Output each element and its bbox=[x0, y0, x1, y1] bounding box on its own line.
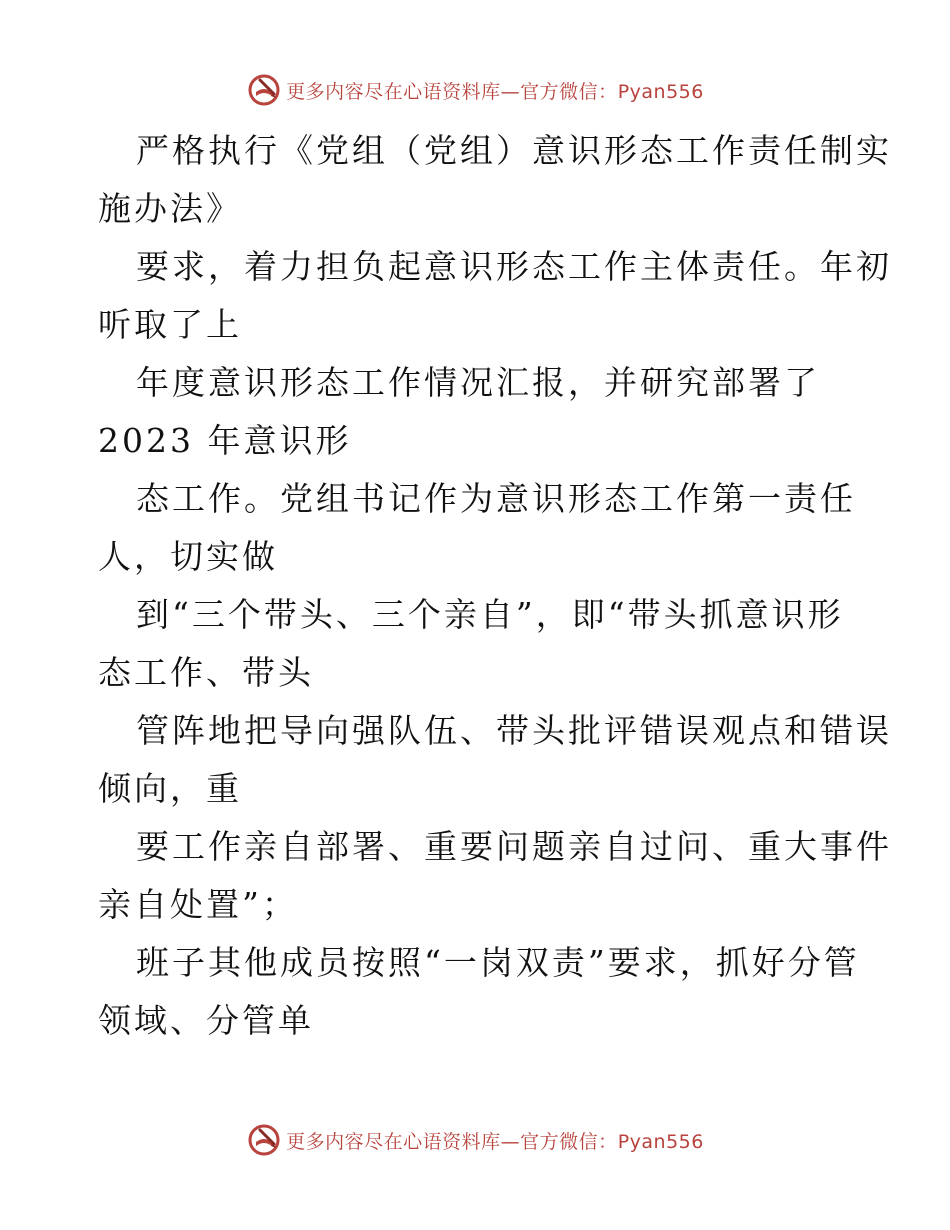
body-line: 班子其他成员按照“一岗双责”要求，抓好分管 bbox=[136, 943, 860, 982]
header-wechat-id: Pyan556 bbox=[617, 80, 704, 103]
body-line: 2023 年意识形 bbox=[98, 421, 352, 460]
footer-banner-title: 更多内容尽在心语资料库 bbox=[286, 1130, 501, 1153]
body-line: 到“三个带头、三个亲自”，即“带头抓意识形 bbox=[136, 595, 844, 634]
book-quill-logo-icon bbox=[246, 1122, 282, 1158]
body-line: 年度意识形态工作情况汇报，并研究部署了 bbox=[136, 363, 820, 402]
body-line: 领域、分管单 bbox=[98, 1001, 314, 1040]
footer-banner bbox=[0, 1120, 950, 1160]
header-banner-separator: — bbox=[500, 80, 521, 103]
body-line: 施办法》 bbox=[98, 189, 242, 228]
body-line: 要工作亲自部署、重要问题亲自过问、重大事件 bbox=[136, 827, 892, 866]
body-line: 管阵地把导向强队伍、带头批评错误观点和错误 bbox=[136, 711, 892, 750]
header-wechat-label: 官方微信： bbox=[520, 80, 618, 103]
body-line: 要求，着力担负起意识形态工作主体责任。年初 bbox=[136, 247, 892, 286]
document-body bbox=[98, 122, 892, 1050]
body-line: 严格执行《党组（党组）意识形态工作责任制实 bbox=[136, 131, 892, 170]
footer-banner-separator: — bbox=[500, 1130, 521, 1153]
body-line: 听取了上 bbox=[98, 305, 242, 344]
header-banner-text bbox=[286, 77, 704, 104]
footer-wechat-id: Pyan556 bbox=[617, 1130, 704, 1153]
body-line: 人，切实做 bbox=[98, 537, 278, 576]
header-banner-title: 更多内容尽在心语资料库 bbox=[286, 80, 501, 103]
book-quill-logo-icon bbox=[246, 72, 282, 108]
body-line: 态工作、带头 bbox=[98, 653, 314, 692]
footer-wechat-label: 官方微信： bbox=[520, 1130, 618, 1153]
footer-banner-text bbox=[286, 1127, 704, 1154]
body-line: 亲自处置”； bbox=[98, 885, 298, 924]
body-line: 态工作。党组书记作为意识形态工作第一责任 bbox=[136, 479, 856, 518]
header-banner bbox=[0, 70, 950, 110]
body-line: 倾向，重 bbox=[98, 769, 242, 808]
